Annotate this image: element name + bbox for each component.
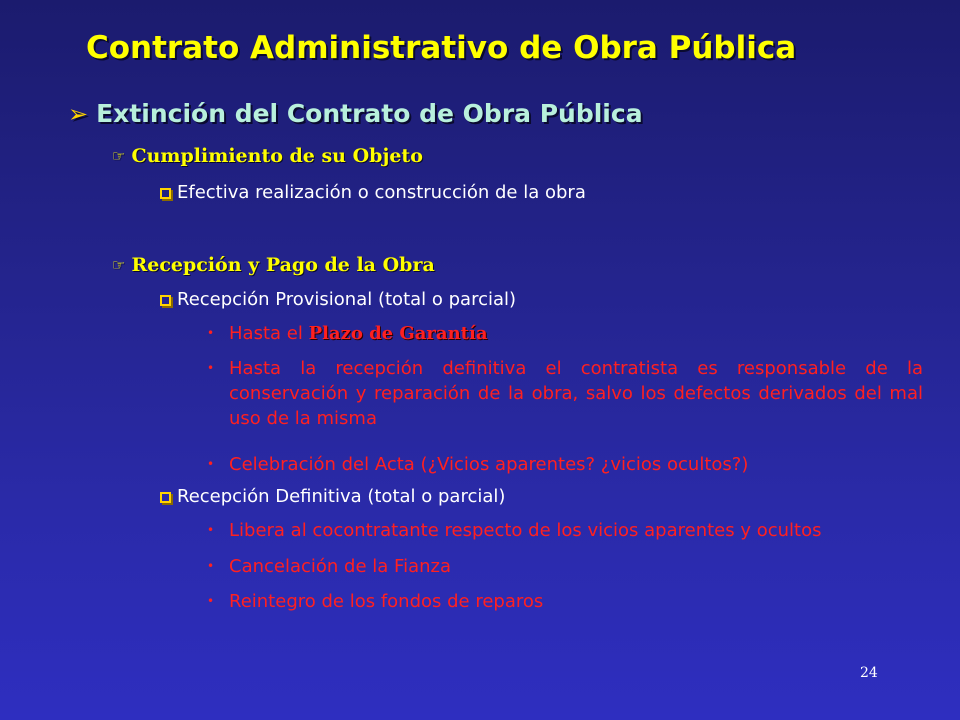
bullet-point [207, 321, 923, 346]
list-item-recepcion-provisional [160, 289, 516, 310]
arrow-right-icon: ➢ [68, 99, 89, 128]
subheading-text: Recepción y Pago de la Obra [131, 254, 435, 276]
bullet-text: Libera al cocontratante respecto de los vicios aparentes y ocultos [229, 520, 822, 541]
section-heading-text: Extinción del Contrato de Obra Pública [96, 99, 643, 128]
subheading-text: Cumplimiento de su Objeto [131, 145, 423, 167]
bullet-dot-icon: • [207, 559, 215, 573]
section-heading [68, 99, 643, 128]
checkbox-bullet-icon [160, 492, 171, 503]
bullet-point [207, 518, 923, 543]
list-item-text: Efectiva realización o construcción de la obra [177, 182, 586, 203]
bullet-dot-icon: • [207, 326, 215, 340]
bullet-text: Hasta el [229, 323, 309, 344]
bullet-text: Cancelación de la Fianza [229, 556, 451, 577]
bullet-dot-icon: • [207, 594, 215, 608]
page-number: 24 [860, 665, 878, 681]
slide-title: Contrato Administrativo de Obra Pública [86, 30, 797, 66]
list-item-text: Recepción Definitiva (total o parcial) [177, 486, 506, 507]
bullet-text: Celebración del Acta (¿Vicios aparentes? ¿vicios ocultos?) [229, 454, 749, 475]
bullet-point [207, 452, 923, 477]
bullet-point [207, 554, 923, 579]
list-item-text: Recepción Provisional (total o parcial) [177, 289, 517, 310]
bullet-text: Reintegro de los fondos de reparos [229, 591, 544, 612]
checkbox-bullet-icon [160, 295, 171, 306]
pointing-hand-icon: ☞ [112, 147, 126, 165]
checkbox-bullet-icon [160, 188, 171, 199]
bullet-dot-icon: • [207, 457, 215, 471]
subheading-cumplimiento [112, 145, 423, 167]
pointing-hand-icon: ☞ [112, 256, 126, 274]
bullet-point [207, 356, 923, 431]
bullet-dot-icon: • [207, 523, 215, 537]
bullet-dot-icon: • [207, 361, 215, 375]
bullet-point [207, 589, 923, 614]
list-item-recepcion-definitiva [160, 486, 505, 507]
plazo-garantia-emphasis: Plazo de Garantía [308, 323, 488, 344]
subheading-recepcion-pago [112, 254, 435, 276]
list-item [160, 182, 586, 203]
bullet-text: Hasta la recepción definitiva el contratista es responsable de la conservación y reparación de la obra, salvo los defectos derivados del mal uso de la misma [229, 358, 923, 429]
